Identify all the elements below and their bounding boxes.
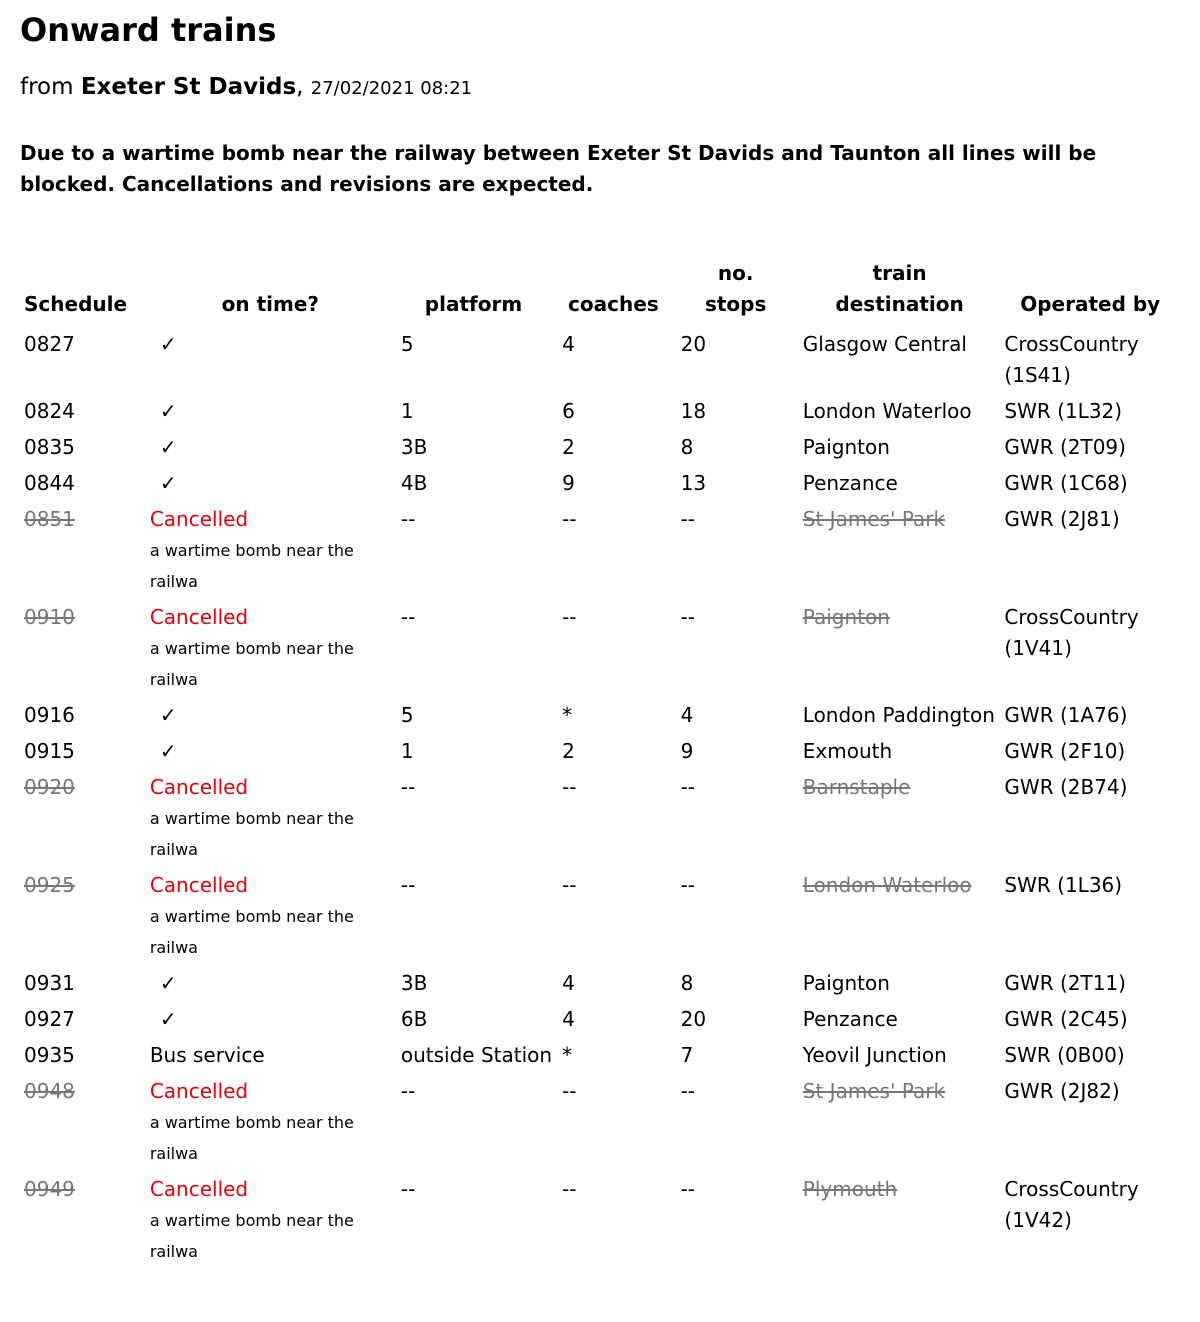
cancelled-label: Cancelled (149, 1079, 249, 1103)
operator-cell: CrossCountry (1V42) (1004, 1177, 1139, 1232)
status-cell (148, 1174, 393, 1272)
header-platform: platform (424, 292, 523, 316)
platform-cell: 1 (400, 739, 414, 763)
platform-cell: -- (400, 873, 416, 897)
table-row (20, 772, 1180, 870)
stops-cell: 13 (680, 471, 707, 495)
cancelled-label: Cancelled (149, 507, 249, 531)
checkmark-icon: ✓ (159, 332, 177, 356)
schedule-cell: 0948 (24, 1079, 75, 1103)
operator-cell: GWR (2J82) (1004, 1079, 1120, 1103)
platform-cell: -- (400, 1177, 416, 1201)
destination-cell: Paignton (802, 435, 890, 459)
destination-cell: London Waterloo (802, 399, 972, 423)
schedule-cell: 0949 (24, 1177, 75, 1201)
status-cell (148, 1004, 393, 1040)
destination-cell: Exmouth (802, 739, 893, 763)
checkmark-icon: ✓ (159, 739, 177, 763)
table-row (20, 1004, 1180, 1040)
station-name: Exeter St Davids (80, 74, 297, 100)
header-stops-line1: no. (717, 261, 754, 285)
date-separator: , (296, 74, 304, 100)
checkmark-icon: ✓ (159, 399, 177, 423)
schedule-cell: 0851 (24, 507, 75, 531)
platform-cell: 1 (400, 399, 414, 423)
destination-cell: London Waterloo (802, 873, 972, 897)
table-row (20, 700, 1180, 736)
header-stops-line2: stops (704, 292, 767, 316)
departures-table (20, 258, 1180, 1272)
stops-cell: 9 (680, 739, 694, 763)
platform-cell: 5 (400, 703, 414, 727)
header-destination-line2: destination (835, 292, 964, 316)
destination-cell: Paignton (802, 605, 890, 629)
stops-cell: -- (680, 1177, 696, 1201)
page-title: Onward trains (20, 11, 277, 49)
schedule-cell: 0916 (24, 703, 75, 727)
schedule-cell: 0915 (24, 739, 75, 763)
disruption-notice: Due to a wartime bomb near the railway between Exeter St Davids and Taunton all lines will be blocked. Cancellations and revisions are expected. (20, 141, 1097, 196)
table-row (20, 468, 1180, 504)
station-line (20, 72, 1180, 104)
status-cell (148, 1076, 393, 1174)
cancelled-label: Cancelled (149, 1177, 249, 1201)
schedule-cell: 0925 (24, 873, 75, 897)
stops-cell: -- (680, 775, 696, 799)
destination-cell: St James' Park (802, 1079, 946, 1103)
status-cell (148, 772, 393, 870)
cancellation-reason: a wartime bomb near the railwa (149, 1113, 354, 1163)
header-destination-line1: train (872, 261, 927, 285)
coaches-cell: 4 (562, 332, 575, 356)
checkmark-icon: ✓ (159, 435, 177, 459)
checkmark-icon: ✓ (159, 703, 177, 727)
schedule-cell: 0931 (24, 971, 75, 995)
coaches-cell: 2 (562, 739, 575, 763)
table-header-row (20, 258, 1180, 329)
coaches-cell: -- (562, 1079, 577, 1103)
report-datetime: 27/02/2021 08:21 (310, 78, 473, 99)
operator-cell: CrossCountry (1V41) (1004, 605, 1139, 660)
destination-cell: Plymouth (802, 1177, 898, 1201)
status-cell (148, 1040, 393, 1076)
status-cell (148, 736, 393, 772)
coaches-cell: -- (562, 605, 577, 629)
table-row (20, 968, 1180, 1004)
schedule-cell: 0927 (24, 1007, 75, 1031)
operator-cell: GWR (2B74) (1004, 775, 1128, 799)
table-row (20, 432, 1180, 468)
status-cell (148, 602, 393, 700)
coaches-cell: * (562, 703, 573, 727)
cancellation-reason: a wartime bomb near the railwa (149, 541, 354, 591)
coaches-cell: 4 (562, 971, 575, 995)
platform-cell: -- (400, 507, 416, 531)
cancelled-label: Cancelled (149, 775, 249, 799)
table-row (20, 870, 1180, 968)
header-operator: Operated by (1020, 292, 1161, 316)
schedule-cell: 0935 (24, 1043, 75, 1067)
platform-cell: 5 (400, 332, 414, 356)
platform-cell: 4B (400, 471, 428, 495)
coaches-cell: -- (562, 507, 577, 531)
schedule-cell: 0844 (24, 471, 75, 495)
destination-cell: Yeovil Junction (802, 1043, 947, 1067)
cancelled-label: Cancelled (149, 605, 249, 629)
from-prefix: from (20, 74, 74, 100)
cancellation-reason: a wartime bomb near the railwa (149, 907, 354, 957)
destination-cell: Glasgow Central (802, 332, 967, 356)
operator-cell: SWR (1L36) (1004, 873, 1123, 897)
status-cell (148, 700, 393, 736)
operator-cell: GWR (2T09) (1004, 435, 1126, 459)
stops-cell: -- (680, 873, 696, 897)
operator-cell: SWR (0B00) (1004, 1043, 1125, 1067)
status-cell (148, 468, 393, 504)
platform-cell: outside Station (400, 1043, 553, 1067)
destination-cell: Barnstaple (802, 775, 911, 799)
destination-cell: Paignton (802, 971, 890, 995)
stops-cell: -- (680, 1079, 696, 1103)
table-row (20, 1040, 1180, 1076)
schedule-cell: 0920 (24, 775, 75, 799)
status-cell (148, 870, 393, 968)
table-row (20, 602, 1180, 700)
status-cell (148, 504, 393, 602)
checkmark-icon: ✓ (159, 1007, 177, 1031)
coaches-cell: -- (562, 873, 577, 897)
table-row (20, 1174, 1180, 1272)
platform-cell: 6B (400, 1007, 428, 1031)
schedule-cell: 0835 (24, 435, 75, 459)
cancelled-label: Cancelled (149, 873, 249, 897)
coaches-cell: 2 (562, 435, 575, 459)
header-stops (673, 258, 799, 329)
stops-cell: 20 (680, 1007, 707, 1031)
operator-cell: GWR (2J81) (1004, 507, 1120, 531)
operator-cell: GWR (1C68) (1004, 471, 1128, 495)
cancellation-reason: a wartime bomb near the railwa (149, 1211, 354, 1261)
coaches-cell: 9 (562, 471, 575, 495)
operator-cell: GWR (1A76) (1004, 703, 1128, 727)
status-cell (148, 432, 393, 468)
operator-cell: GWR (2F10) (1004, 739, 1126, 763)
stops-cell: -- (680, 507, 696, 531)
stops-cell: -- (680, 605, 696, 629)
stops-cell: 7 (680, 1043, 694, 1067)
schedule-cell: 0824 (24, 399, 75, 423)
coaches-cell: 6 (562, 399, 575, 423)
platform-cell: -- (400, 1079, 416, 1103)
status-cell (148, 968, 393, 1004)
destination-cell: Penzance (802, 1007, 898, 1031)
stops-cell: 8 (680, 971, 694, 995)
coaches-cell: -- (562, 1177, 577, 1201)
status-cell (148, 329, 393, 396)
header-on-time: on time? (221, 292, 320, 316)
stops-cell: 4 (680, 703, 694, 727)
table-row (20, 1076, 1180, 1174)
coaches-cell: 4 (562, 1007, 575, 1031)
platform-cell: -- (400, 605, 416, 629)
destination-cell: London Paddington (802, 703, 995, 727)
destination-cell: Penzance (802, 471, 898, 495)
cancellation-reason: a wartime bomb near the railwa (149, 639, 354, 689)
platform-cell: -- (400, 775, 416, 799)
platform-cell: 3B (400, 971, 428, 995)
table-row (20, 504, 1180, 602)
status-cell (148, 396, 393, 432)
cancellation-reason: a wartime bomb near the railwa (149, 809, 354, 859)
header-schedule: Schedule (24, 292, 128, 316)
stops-cell: 18 (680, 399, 707, 423)
stops-cell: 20 (680, 332, 707, 356)
operator-cell: CrossCountry (1S41) (1004, 332, 1139, 387)
schedule-cell: 0827 (24, 332, 75, 356)
checkmark-icon: ✓ (159, 471, 177, 495)
coaches-cell: -- (562, 775, 577, 799)
schedule-cell: 0910 (24, 605, 75, 629)
table-row (20, 396, 1180, 432)
checkmark-icon: ✓ (159, 971, 177, 995)
stops-cell: 8 (680, 435, 694, 459)
operator-cell: SWR (1L32) (1004, 399, 1123, 423)
destination-cell: St James' Park (802, 507, 946, 531)
header-coaches: coaches (568, 292, 659, 316)
table-row (20, 329, 1180, 396)
operator-cell: GWR (2T11) (1004, 971, 1126, 995)
header-destination (799, 258, 1001, 329)
platform-cell: 3B (400, 435, 428, 459)
operator-cell: GWR (2C45) (1004, 1007, 1128, 1031)
status-label: Bus service (149, 1043, 265, 1067)
departures-body (20, 329, 1180, 1272)
table-row (20, 736, 1180, 772)
coaches-cell: * (562, 1043, 573, 1067)
